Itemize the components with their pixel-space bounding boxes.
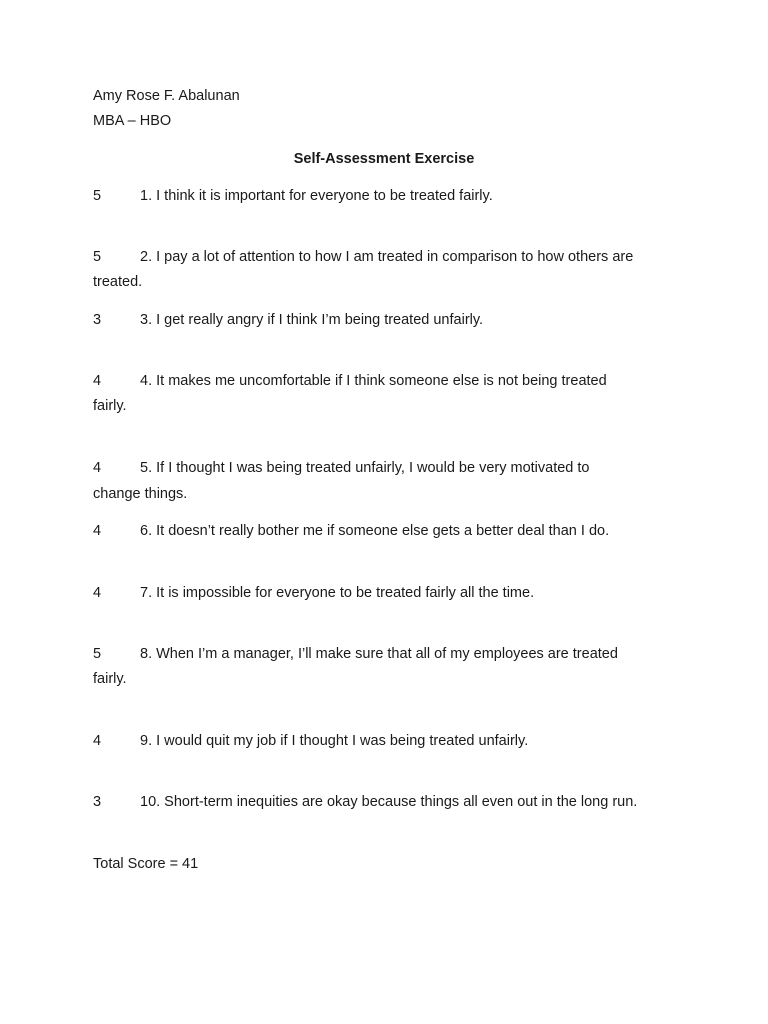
- item-4-score: 4: [93, 373, 102, 389]
- item-5-score: 4: [93, 460, 102, 476]
- item-8-continuation: fairly.: [93, 671, 127, 687]
- item-8-text: 8. When I’m a manager, I’ll make sure that all of my employees are treated: [140, 646, 618, 662]
- total-score: Total Score = 41: [93, 856, 199, 872]
- item-4-continuation: fairly.: [93, 398, 127, 414]
- item-6-text: 6. It doesn’t really bother me if someone else gets a better deal than I do.: [140, 523, 610, 539]
- item-10-text: 10. Short-term inequities are okay because things all even out in the long run.: [140, 794, 638, 810]
- item-5-text: 5. If I thought I was being treated unfairly, I would be very motivated to: [140, 460, 590, 476]
- item-6-score: 4: [93, 523, 102, 539]
- item-3-score: 3: [93, 312, 102, 328]
- item-3-text: 3. I get really angry if I think I’m being treated unfairly.: [140, 312, 484, 328]
- item-9-score: 4: [93, 733, 102, 749]
- item-2-continuation: treated.: [93, 274, 143, 290]
- program-label: MBA – HBO: [93, 113, 172, 129]
- item-7-score: 4: [93, 585, 102, 601]
- page-title: Self-Assessment Exercise: [293, 151, 475, 167]
- item-2-score: 5: [93, 249, 102, 265]
- item-7-text: 7. It is impossible for everyone to be treated fairly all the time.: [140, 585, 535, 601]
- author-name: Amy Rose F. Abalunan: [93, 88, 240, 104]
- item-1-text: 1. I think it is important for everyone to be treated fairly.: [140, 188, 493, 204]
- item-8-score: 5: [93, 646, 102, 662]
- item-2-text: 2. I pay a lot of attention to how I am treated in comparison to how others are: [140, 249, 634, 265]
- item-1-score: 5: [93, 188, 102, 204]
- item-10-score: 3: [93, 794, 102, 810]
- item-4-text: 4. It makes me uncomfortable if I think someone else is not being treated: [140, 373, 607, 389]
- item-9-text: 9. I would quit my job if I thought I was being treated unfairly.: [140, 733, 529, 749]
- item-5-continuation: change things.: [93, 486, 188, 502]
